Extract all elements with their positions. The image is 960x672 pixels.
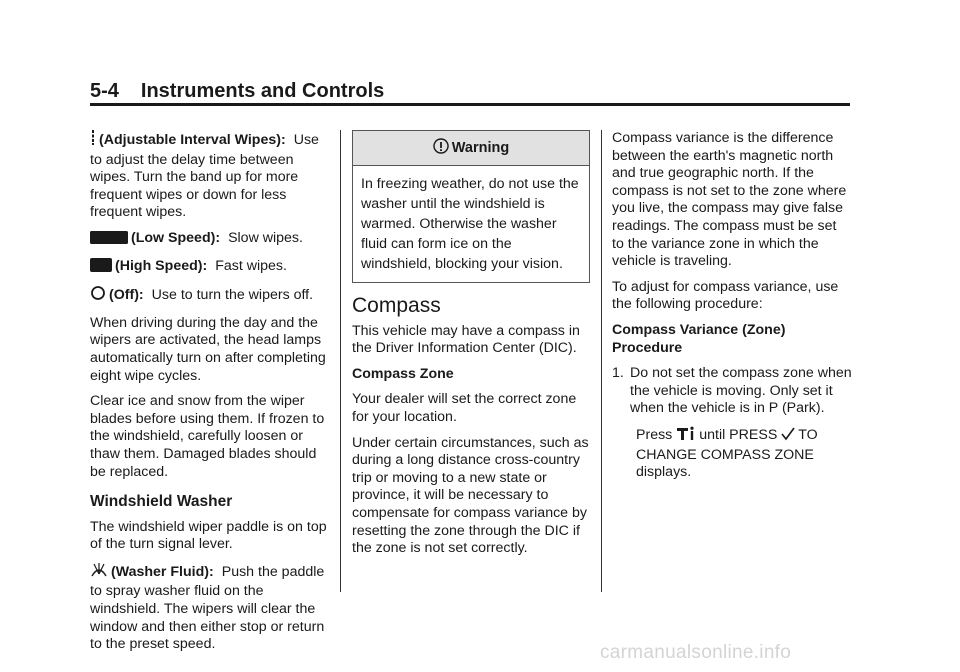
off-paragraph [90, 285, 328, 307]
washer-fluid-text: Push the paddle to spray washer fluid on the windshield. The wipers will clear the window and then either stop or return to the preset speed. [90, 563, 325, 653]
variance-paragraph: Compass variance is the difference between the earth's magnetic north and true geographic north. If the compass is not set to the zone where you live, the compass may give false readings. The compass must be set to the variance zone in which the vehicle is traveling. [612, 130, 847, 270]
high-speed-term: (High Speed): [115, 257, 208, 274]
low-speed-paragraph [90, 230, 328, 250]
interval-wipe-icon [90, 130, 96, 152]
step-1-text: Do not set the compass zone when the vehicle is moving. Only set it when the vehicle is in P (Park). [630, 365, 852, 417]
warning-box [352, 130, 590, 283]
column-divider-1 [340, 130, 341, 592]
compass-heading: Compass [352, 294, 441, 317]
off-term: (Off): [109, 287, 144, 304]
section-title: Instruments and Controls [140, 80, 385, 102]
warning-icon [433, 133, 449, 167]
warning-body: In freezing weather, do not use the washer until the windshield is warmed. Otherwise the washer fluid can form ice on the windshield, blocking your vision. [361, 176, 579, 272]
high-speed-icon [90, 258, 112, 278]
washer-paragraph: The windshield wiper paddle is on top of the turn signal lever. [90, 518, 327, 553]
adjustable-interval-text: Use to adjust the delay time between wipes. Turn the band up for more frequent wipes or down for less frequent wipes. [90, 132, 319, 221]
column-3 [612, 130, 852, 490]
circumstances-paragraph: Under certain circumstances, such as during a long distance cross-country trip or moving to a new state or province, it will be necessary to compensate for compass variance by resetting the zone through the DIC if the zone is not set correctly. [352, 434, 589, 557]
high-speed-text: Fast wipes. [215, 257, 287, 274]
compass-paragraph: This vehicle may have a compass in the Driver Information Center (DIC). [352, 322, 580, 357]
warning-header [353, 131, 589, 166]
off-circle-icon [90, 285, 106, 307]
low-speed-icon [90, 231, 128, 250]
washer-fluid-icon [90, 562, 108, 584]
adjustable-interval-term: (Adjustable Interval Wipes): [99, 132, 286, 148]
clear-ice-paragraph: Clear ice and snow from the wiper blades before using them. If frozen to the windshield, carefully loosen or thaw them. Damaged blades should be replaced. [90, 393, 325, 480]
procedure-heading: Compass Variance (Zone) Procedure [612, 321, 786, 356]
watermark: carmanualsonline.info [600, 642, 792, 663]
windshield-washer-heading: Windshield Washer [90, 493, 233, 511]
adjust-paragraph: To adjust for compass variance, use the following procedure: [612, 278, 839, 313]
washer-fluid-term: (Washer Fluid): [111, 563, 214, 580]
compass-zone-paragraph: Your dealer will set the correct zone for your location. [352, 391, 577, 425]
warning-title: Warning [451, 140, 510, 156]
vehicle-info-icon [676, 426, 696, 447]
low-speed-text: Slow wipes. [228, 229, 303, 246]
step-number: 1. [612, 365, 624, 382]
column-1 [90, 130, 328, 662]
driving-paragraph: When driving during the day and the wipers are activated, the head lamps automatically turn on after completing eight wipe cycles. [90, 314, 326, 384]
adjustable-interval-paragraph [90, 130, 328, 222]
off-text: Use to turn the wipers off. [151, 287, 314, 304]
procedure-step-1 [612, 365, 852, 482]
high-speed-paragraph [90, 258, 328, 278]
compass-zone-heading: Compass Zone [352, 365, 454, 382]
low-speed-term: (Low Speed): [131, 229, 221, 246]
washer-fluid-paragraph [90, 562, 328, 654]
page-number: 5-4 [90, 80, 119, 102]
column-divider-2 [601, 130, 602, 592]
column-2 [352, 130, 590, 566]
header-rule [90, 103, 850, 106]
checkmark-icon [781, 427, 795, 447]
step-1-press-instruction: Press until PRESS TO CHANGE COMPASS ZONE displays. [636, 426, 818, 481]
